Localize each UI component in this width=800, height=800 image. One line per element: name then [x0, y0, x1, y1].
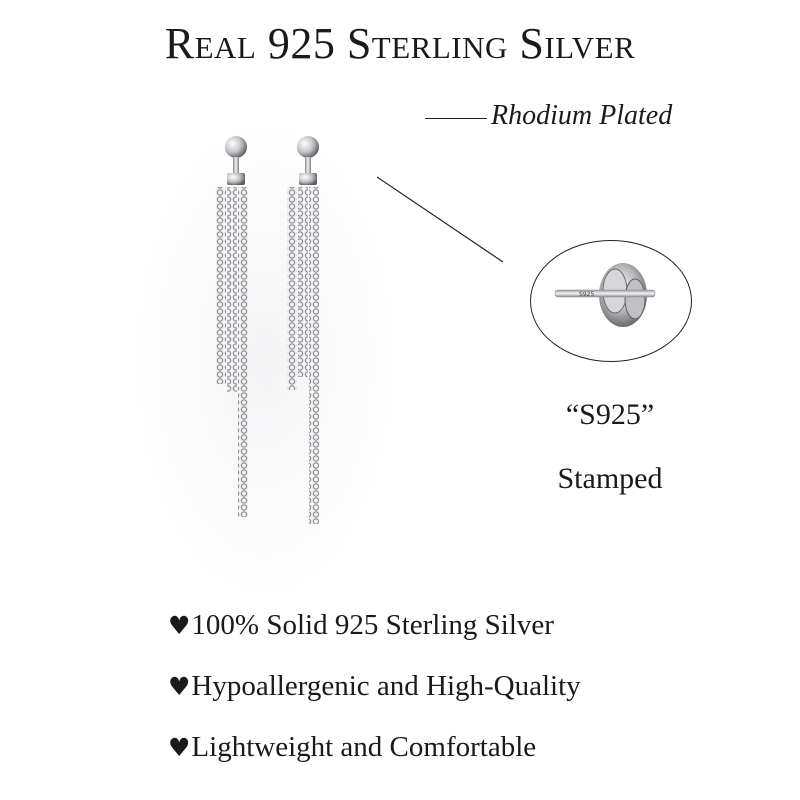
feature-text: Hypoallergenic and High-Quality — [191, 670, 581, 702]
s925-engraving: S925 — [579, 291, 595, 298]
stamped-caption: Stamped — [557, 462, 663, 495]
feature-text: Lightweight and Comfortable — [191, 731, 537, 763]
heart-icon: ♥ — [168, 733, 191, 762]
feature-item — [168, 728, 581, 789]
s925-mark: “S925” — [565, 398, 655, 431]
stamp-detail-circle — [530, 240, 692, 362]
rhodium-plated-label: Rhodium Plated — [491, 100, 673, 131]
feature-item — [168, 606, 581, 667]
product-title: Real 925 Sterling Silver — [164, 19, 636, 68]
feature-text: 100% Solid 925 Sterling Silver — [191, 609, 554, 641]
earring-back-closeup — [531, 241, 691, 361]
feature-list — [168, 606, 581, 789]
backdrop-glow — [135, 120, 395, 600]
heart-icon: ♥ — [168, 672, 191, 701]
feature-item — [168, 667, 581, 728]
heart-icon: ♥ — [168, 611, 191, 640]
